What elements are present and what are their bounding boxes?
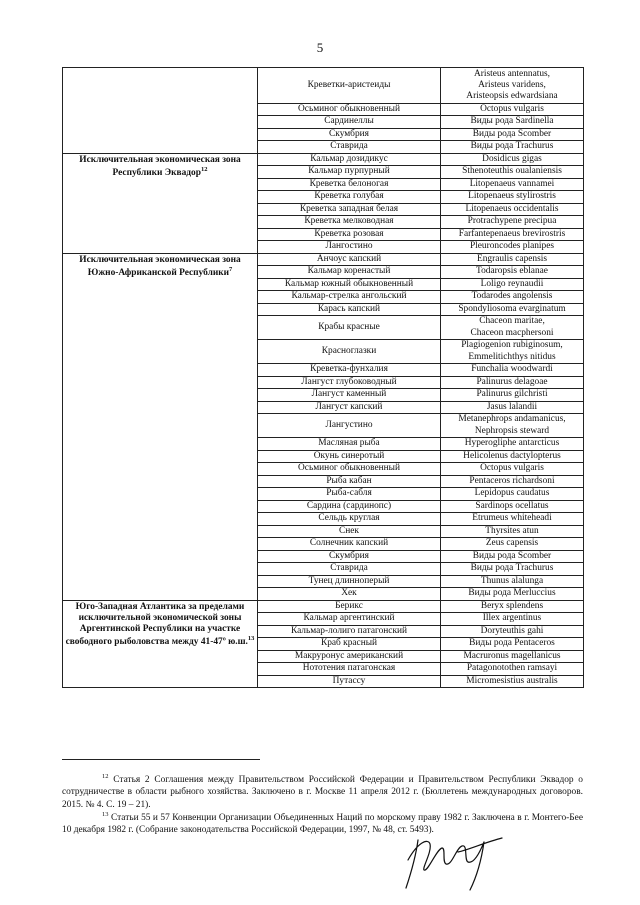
species-name: Путассу <box>258 675 441 688</box>
footnote-separator <box>62 759 260 760</box>
species-name: Кальмар пурпурный <box>258 166 441 179</box>
scientific-name: Sthenoteuthis oualaniensis <box>462 166 562 177</box>
scientific-name: Helicolenus dactylopterus <box>463 450 561 461</box>
zone-cell <box>63 600 258 688</box>
scientific-name: Micromesistius australis <box>466 675 558 686</box>
species-name: Кальмар аргентинский <box>258 613 441 626</box>
scientific-name: Protrachypene precipua <box>467 216 557 227</box>
species-name: Карась капский <box>258 303 441 316</box>
scientific-name-cell <box>441 278 584 291</box>
species-name: Скумбрия <box>258 128 441 141</box>
scientific-name-cell <box>441 563 584 576</box>
species-name: Креветка голубая <box>258 191 441 204</box>
scientific-name-cell <box>441 500 584 513</box>
scientific-name: Palinurus gilchristi <box>476 389 548 400</box>
scientific-name-cell <box>441 550 584 563</box>
scientific-name-cell <box>441 650 584 663</box>
species-name: Краб красный <box>258 638 441 651</box>
species-name: Берикс <box>258 600 441 613</box>
scientific-name-cell <box>441 116 584 129</box>
scientific-name-cell <box>441 625 584 638</box>
table-row <box>63 600 584 613</box>
scientific-name: Pentaceros richardsoni <box>469 475 555 486</box>
table-row <box>63 253 584 266</box>
zone-cell <box>63 68 258 154</box>
species-name: Креветка розовая <box>258 228 441 241</box>
scientific-name-cell <box>441 191 584 204</box>
scientific-name-cell <box>441 266 584 279</box>
scientific-name-cell <box>441 463 584 476</box>
footnote-text: Статья 2 Соглашения между Правительством Российской Федерации и Правительством Республики Эквадор о сотрудничестве в области рыбного хозяйства. Заключено в г. Москве 11 апреля 2012 г. (Бюллетень международных договоров. 2015. № 4. С. 19 – 21). <box>62 775 583 810</box>
species-name: Крабы красные <box>258 316 441 340</box>
scientific-name-cell <box>441 401 584 414</box>
scientific-name-cell <box>441 253 584 266</box>
species-name: Сардинеллы <box>258 116 441 129</box>
scientific-name: Виды рода Merluccius <box>468 588 556 599</box>
scientific-name-cell <box>441 128 584 141</box>
footnote-ref: 12 <box>200 165 208 173</box>
scientific-name-cell <box>441 488 584 501</box>
species-name: Окунь синеротый <box>258 450 441 463</box>
species-name: Снек <box>258 525 441 538</box>
zone-name: Исключительная экономическая зона Южно-Африканской Республики <box>79 254 241 278</box>
species-table <box>62 67 584 688</box>
scientific-name-cell <box>441 203 584 216</box>
scientific-name: Litopenaeus vannamei <box>469 178 555 189</box>
scientific-name-cell <box>441 166 584 179</box>
footnote-ref: 7 <box>229 265 233 273</box>
zone-cell <box>63 153 258 253</box>
scientific-name: Loligo reynaudii <box>480 278 544 289</box>
species-name: Креветка мелководная <box>258 216 441 229</box>
scientific-name-cell <box>441 538 584 551</box>
scientific-name: Todarodes angolensis <box>471 291 553 302</box>
scientific-name: Nephropsis steward <box>474 425 550 436</box>
scientific-name-cell <box>441 389 584 402</box>
scientific-name: Hyperogliphe antarcticus <box>464 438 560 449</box>
scientific-name-cell <box>441 450 584 463</box>
scientific-name-cell <box>441 68 584 104</box>
scientific-name: Etrumeus whiteheadi <box>472 513 552 524</box>
species-name: Тунец длинноперый <box>258 575 441 588</box>
species-name: Кальмар-лолиго патагонский <box>258 625 441 638</box>
species-name: Рыба кабан <box>258 475 441 488</box>
scientific-name: Виды рода Trachurus <box>470 563 554 574</box>
scientific-name: Виды рода Pentaceros <box>469 638 555 649</box>
species-name: Кальмар коренастый <box>258 266 441 279</box>
page-number: 5 <box>316 40 324 55</box>
scientific-name-cell <box>441 103 584 116</box>
zone-cell <box>63 253 258 600</box>
scientific-name-cell <box>441 364 584 377</box>
footnote-ref: 13 <box>247 634 255 642</box>
scientific-name-cell <box>441 438 584 451</box>
species-name: Кальмар южный обыкновенный <box>258 278 441 291</box>
scientific-name: Виды рода Sardinella <box>470 116 554 127</box>
scientific-name: Thyrsites atun <box>485 525 539 536</box>
scientific-name-cell <box>441 414 584 438</box>
scientific-name-cell <box>441 153 584 166</box>
scientific-name: Chaceon maritae, <box>479 316 545 327</box>
scientific-name: Lepidopus caudatus <box>474 488 550 499</box>
scientific-name: Illex argentinus <box>482 613 542 624</box>
scientific-name: Funchalia woodwardi <box>471 364 553 375</box>
species-name: Нототения патагонская <box>258 663 441 676</box>
scientific-name: Litopenaeus occidentalis <box>465 203 559 214</box>
footnote-marker: 12 <box>102 773 109 780</box>
table-row <box>63 153 584 166</box>
scientific-name: Macruronus magellanicus <box>463 650 561 661</box>
scientific-name: Patagonotothen ramsayi <box>466 663 558 674</box>
zone-name: Исключительная экономическая зона Республики Эквадор <box>79 154 241 178</box>
scientific-name-cell <box>441 613 584 626</box>
species-name: Сельдь круглая <box>258 513 441 526</box>
scientific-name: Plagiogenion rubiginosum, <box>461 340 563 351</box>
table-row <box>63 68 584 104</box>
species-name: Лангустино <box>258 414 441 438</box>
scientific-name: Zeus capensis <box>485 538 539 549</box>
scientific-name-cell <box>441 178 584 191</box>
species-name: Осьминог обыкновенный <box>258 103 441 116</box>
zone-name: Юго-Западная Атлантика за пределами исключительной экономической зоны Аргентинской Республики на участке свободного рыболовства между 41-47º ю.ш. <box>65 601 248 647</box>
scientific-name: Dosidicus gigas <box>482 153 542 164</box>
species-name: Осьминог обыкновенный <box>258 463 441 476</box>
footnote-marker: 13 <box>102 811 109 818</box>
species-name: Хек <box>258 588 441 601</box>
footnote-text: Статьи 55 и 57 Конвенции Организации Объединенных Наций по морскому праву 1982 г. Заключена в г. Монтего-Бее 10 декабря 1982 г. (Собрание законодательства Российской Федерации, 1997, № 48, ст. 5493). <box>62 813 583 836</box>
scientific-name-cell <box>441 638 584 651</box>
scientific-name-cell <box>441 340 584 364</box>
species-name: Кальмар-стрелка ангольский <box>258 291 441 304</box>
scientific-name: Виды рода Scomber <box>472 128 552 139</box>
scientific-name-cell <box>441 525 584 538</box>
scientific-name-cell <box>441 316 584 340</box>
scientific-name-cell <box>441 575 584 588</box>
scientific-name: Emmelitichthys nitidus <box>468 351 556 362</box>
scientific-name-cell <box>441 216 584 229</box>
scientific-name: Palinurus delagoae <box>476 376 548 387</box>
scientific-name: Beryx splendens <box>480 600 544 611</box>
species-name: Кальмар дозидикус <box>258 153 441 166</box>
scientific-name-cell <box>441 141 584 154</box>
species-name: Лангостино <box>258 241 441 254</box>
scientific-name: Виды рода Trachurus <box>470 141 554 152</box>
scientific-name-cell <box>441 513 584 526</box>
scientific-name: Engraulis capensis <box>476 253 548 264</box>
scientific-name: Pleuroncodes planipes <box>469 241 555 252</box>
species-name: Солнечник капский <box>258 538 441 551</box>
scientific-name-cell <box>441 303 584 316</box>
scientific-name-cell <box>441 600 584 613</box>
scientific-name: Metanephrops andamanicus, <box>458 414 566 425</box>
scientific-name: Виды рода Scomber <box>472 550 552 561</box>
species-name: Креветка белоногая <box>258 178 441 191</box>
scientific-name: Farfantepenaeus brevirostris <box>458 228 566 239</box>
scientific-name: Jasus lalandii <box>486 401 538 412</box>
footnote-12 <box>62 773 583 811</box>
species-name: Масляная рыба <box>258 438 441 451</box>
scientific-name: Aristeus varidens, <box>478 79 546 90</box>
handwritten-signature <box>398 830 508 895</box>
species-name: Макруронус американский <box>258 650 441 663</box>
scientific-name: Todaropsis eblanae <box>476 266 548 277</box>
species-name: Рыба-сабля <box>258 488 441 501</box>
scientific-name: Thunus alalunga <box>480 575 544 586</box>
scientific-name: Doryteuthis gahi <box>480 625 544 636</box>
scientific-name: Sardinops ocellatus <box>475 500 549 511</box>
scientific-name-cell <box>441 588 584 601</box>
scientific-name-cell <box>441 228 584 241</box>
scientific-name: Aristeus antennatus, <box>473 68 551 79</box>
scientific-name-cell <box>441 241 584 254</box>
species-name: Ставрида <box>258 563 441 576</box>
scientific-name: Aristeopsis edwardsiana <box>466 90 558 101</box>
species-name: Лангуст каменный <box>258 389 441 402</box>
scientific-name: Litopenaeus stylirostris <box>468 191 556 202</box>
scientific-name: Octopus vulgaris <box>480 463 544 474</box>
species-name: Скумбрия <box>258 550 441 563</box>
scientific-name-cell <box>441 663 584 676</box>
species-name: Анчоус капский <box>258 253 441 266</box>
scientific-name-cell <box>441 475 584 488</box>
species-name: Красноглазки <box>258 340 441 364</box>
species-name: Креветка западная белая <box>258 203 441 216</box>
scientific-name: Chaceon macphersoni <box>470 327 554 338</box>
species-name: Сардина (сардинопс) <box>258 500 441 513</box>
scientific-name: Octopus vulgaris <box>480 103 544 114</box>
scientific-name-cell <box>441 675 584 688</box>
species-name: Лангуст капский <box>258 401 441 414</box>
species-name: Креветки-аристеиды <box>258 68 441 104</box>
species-name: Креветка-фунхалия <box>258 364 441 377</box>
species-name: Лангуст глубоководный <box>258 376 441 389</box>
species-name: Ставрида <box>258 141 441 154</box>
scientific-name-cell <box>441 291 584 304</box>
scientific-name-cell <box>441 376 584 389</box>
scientific-name: Spondyliosoma evarginatum <box>458 303 566 314</box>
